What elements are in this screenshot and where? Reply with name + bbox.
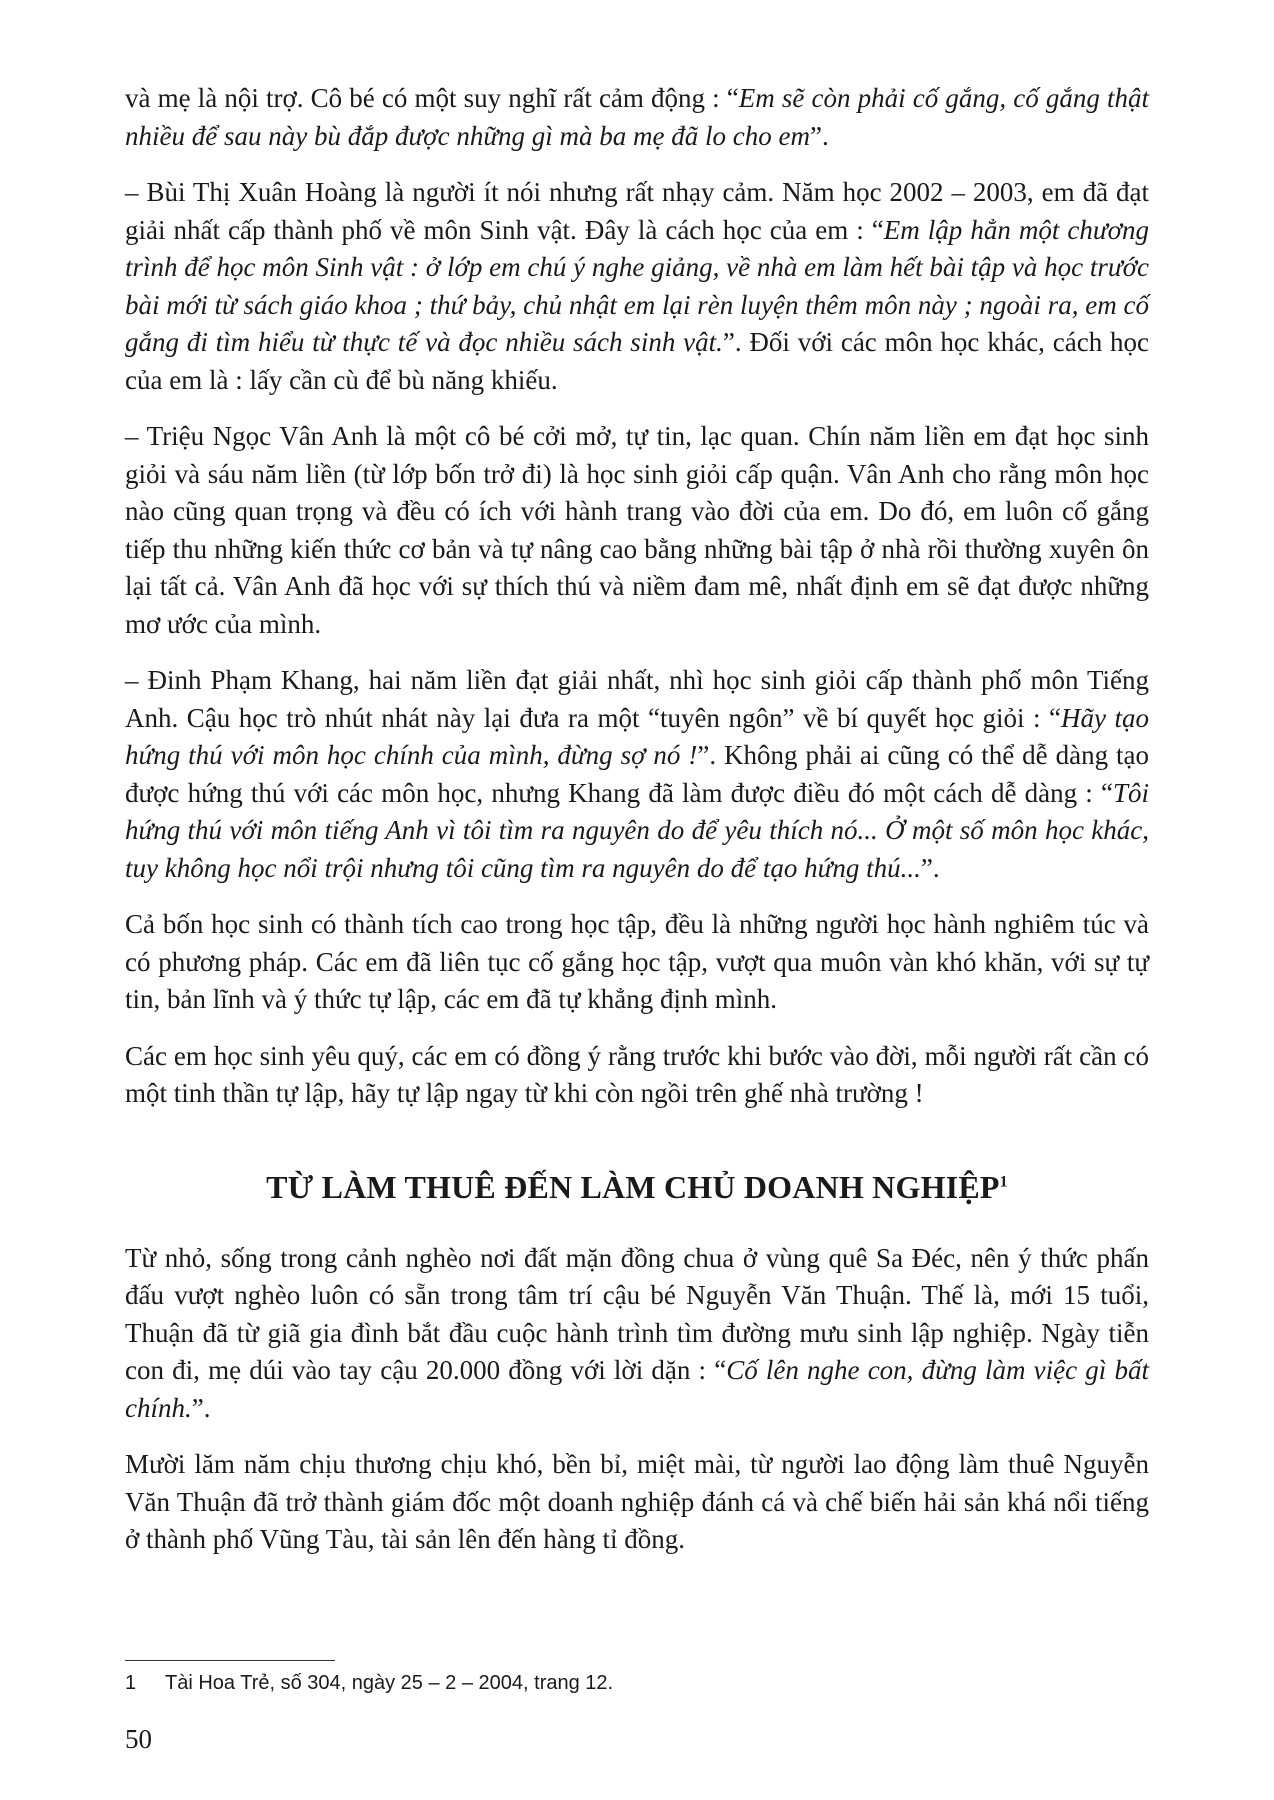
paragraph bbox=[125, 174, 1149, 399]
paragraph bbox=[125, 1038, 1149, 1113]
text-run: ”. bbox=[191, 1392, 211, 1423]
text-run: ”. bbox=[810, 120, 829, 151]
text-run: – Bùi Thị Xuân Hoàng là người ít nói nhưng rất nhạy cảm. Năm học 2002 – 2003, em đã đạt giải nhất cấp thành phố về môn Sinh vật. Đây là cách học của em : “ bbox=[125, 177, 1149, 245]
paragraph bbox=[125, 1446, 1149, 1559]
italic-quote: Hãy tạo hứng thú với môn học chính của mình, đừng sợ nó ! bbox=[125, 702, 1150, 770]
italic-quote: Em lập hẳn một chương trình để học môn Sinh vật : ở lớp em chú ý nghe giảng, về nhà em làm hết bài tập và học trước bài mới từ sách giáo khoa ; thứ bảy, chủ nhật em lại rèn luyện thêm môn này ; ngoài ra, em cố gắng đi tìm hiểu từ thực tế và đọc nhiều sách sinh vật. bbox=[125, 214, 1149, 357]
body-text bbox=[125, 80, 1149, 1113]
section-heading-text: TỪ LÀM THUÊ ĐẾN LÀM CHỦ DOANH NGHIỆP bbox=[266, 1168, 1000, 1205]
footnote-number: 1 bbox=[125, 1672, 137, 1694]
text-run: ”. Đối với các môn học khác, cách học của em là : lấy cần cù để bù năng khiếu. bbox=[125, 327, 1149, 395]
text-run: và mẹ là nội trợ. Cô bé có một suy nghĩ rất cảm động : “ bbox=[125, 83, 739, 113]
paragraph bbox=[125, 1240, 1149, 1428]
footnote-text: Tài Hoa Trẻ, số 304, ngày 25 – 2 – 2004, trang 12. bbox=[165, 1672, 614, 1694]
text-run: – Đinh Phạm Khang, hai năm liền đạt giải nhất, nhì học sinh giỏi cấp thành phố môn Tiếng Anh. Cậu học trò nhút nhát này lại đưa ra một “tuyên ngôn” về bí quyết học giỏi : “ bbox=[125, 665, 1149, 733]
italic-quote: Tôi hứng thú với môn tiếng Anh vì tôi tìm ra nguyên do để yêu thích nó... Ở một số môn học khác, tuy không học nổi trội nhưng tôi cũng tìm ra nguyên do để tạo hứng thú... bbox=[125, 777, 1149, 883]
paragraph bbox=[125, 662, 1149, 887]
text-run: ”. Không phải ai cũng có thể dễ dàng tạo được hứng thú với các môn học, nhưng Khang đã làm được điều đó một cách dễ dàng : “ bbox=[125, 740, 1149, 808]
paragraph bbox=[125, 418, 1149, 643]
text-run: Các em học sinh yêu quý, các em có đồng ý rằng trước khi bước vào đời, mỗi người rất cần có một tinh thần tự lập, hãy tự lập ngay từ khi còn ngồi trên ghế nhà trường ! bbox=[125, 1040, 1149, 1108]
footnote-divider bbox=[125, 1660, 335, 1661]
italic-quote: Em sẽ còn phải cố gắng, cố gắng thật nhiều để sau này bù đắp được những gì mà ba mẹ đã lo cho em bbox=[125, 83, 1149, 151]
italic-quote: Cố lên nghe con, đừng làm việc gì bất chính. bbox=[125, 1355, 1149, 1423]
page-number: 50 bbox=[125, 1724, 152, 1754]
section-heading bbox=[125, 1169, 1149, 1206]
paragraph bbox=[125, 80, 1149, 155]
footnote-marker: 1 bbox=[999, 1172, 1008, 1190]
text-run: Từ nhỏ, sống trong cảnh nghèo nơi đất mặn đồng chua ở vùng quê Sa Đéc, nên ý thức phấn đấu vượt nghèo luôn có sẵn trong tâm trí cậu bé Nguyễn Văn Thuận. Thế là, mới 15 tuổi, Thuận đã từ giã gia đình bắt đầu cuộc hành trình tìm đường mưu sinh lập nghiệp. Ngày tiễn con đi, mẹ dúi vào tay cậu 20.000 đồng với lời dặn : “ bbox=[125, 1242, 1149, 1385]
section-body-text bbox=[125, 1240, 1149, 1559]
text-run: Cả bốn học sinh có thành tích cao trong học tập, đều là những người học hành nghiêm túc và có phương pháp. Các em đã liên tục cố gắng học tập, vượt qua muôn vàn khó khăn, với sự tự tin, bản lĩnh và ý thức tự lập, các em đã tự khẳng định mình. bbox=[125, 909, 1149, 1014]
paragraph bbox=[125, 906, 1149, 1019]
text-run: ”. bbox=[920, 852, 940, 883]
text-run: – Triệu Ngọc Vân Anh là một cô bé cởi mở, tự tin, lạc quan. Chín năm liền em đạt học sinh giỏi và sáu năm liền (từ lớp bốn trở đi) là học sinh giỏi cấp quận. Vân Anh cho rằng môn học nào cũng quan trọng và đều có ích với hành trang vào đời của em. Do đó, em luôn cố gắng tiếp thu những kiến thức cơ bản và tự nâng cao bằng những bài tập ở nhà rồi thường xuyên ôn lại tất cả. Vân Anh đã học với sự thích thú và niềm đam mê, nhất định em sẽ đạt được những mơ ước của mình. bbox=[125, 421, 1149, 639]
footnote bbox=[125, 1672, 613, 1695]
text-run: Mười lăm năm chịu thương chịu khó, bền bỉ, miệt mài, từ người lao động làm thuê Nguyễn Văn Thuận đã trở thành giám đốc một doanh nghiệp đánh cá và chế biến hải sản khá nổi tiếng ở thành phố Vũng Tàu, tài sản lên đến hàng tỉ đồng. bbox=[125, 1449, 1149, 1554]
